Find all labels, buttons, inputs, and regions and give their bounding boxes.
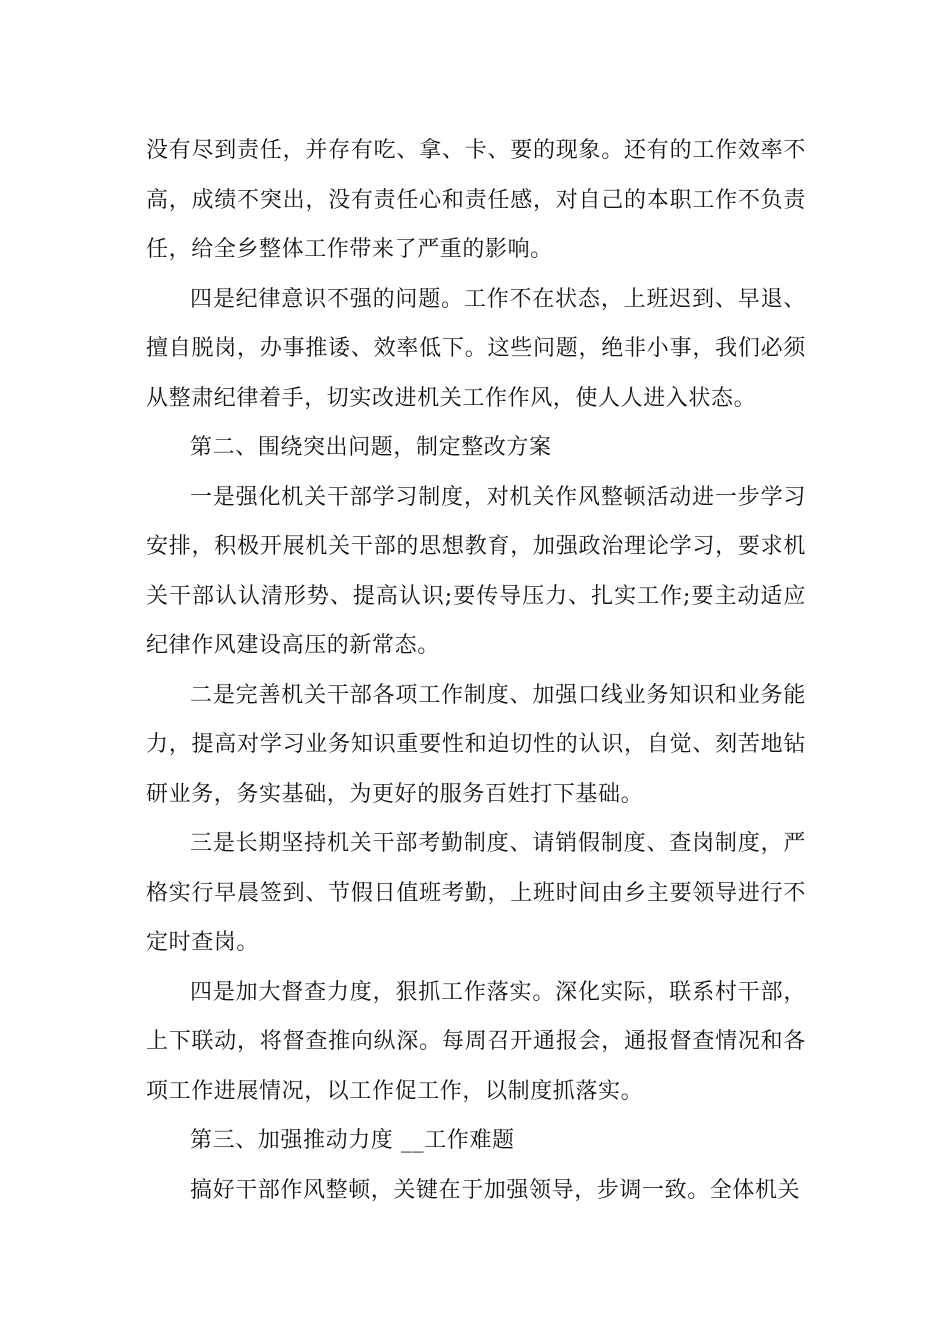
paragraph-continued: 没有尽到责任，并存有吃、拿、卡、要的现象。还有的工作效率不高，成绩不突出，没有责任心和责任感，对自己的本职工作不负责任，给全乡整体工作带来了严重的影响。: [146, 138, 806, 262]
paragraph-work-system: 二是完善机关干部各项工作制度、加强口线业务知识和业务能力，提高对学习业务知识重要性和迫切性的认识，自觉、刻苦地钻研业务，务实基础，为更好的服务百姓打下基础。: [146, 682, 806, 807]
paragraph-attendance-system: 三是长期坚持机关干部考勤制度、请销假制度、查岗制度，严格实行早晨签到、节假日值班考勤，上班时间由乡主要领导进行不定时查岗。: [146, 831, 806, 955]
paragraph-leadership: 搞好干部作风整顿，关键在于加强领导，步调一致。全体机关: [190, 1177, 801, 1203]
paragraph-study-system: 一是强化机关干部学习制度，对机关作风整顿活动进一步学习安排，积极开展机关干部的思想教育，加强政治理论学习，要求机关干部认认清形势、提高认识;要传导压力、扎实工作;要主动适应纪律作风建设高压的新常态。: [146, 484, 806, 658]
document-body: [146, 126, 806, 1215]
section-heading-2: 第二、围绕突出问题，制定整改方案: [190, 435, 552, 460]
section-heading-3: 第三、加强推动力度 __工作难题: [190, 1128, 515, 1153]
paragraph-supervision: 四是加大督查力度，狠抓工作落实。深化实际，联系村干部，上下联动，将督查推向纵深。每周召开通报会，通报督查情况和各项工作进展情况，以工作促工作，以制度抓落实。: [146, 979, 806, 1104]
paragraph-discipline-issue: 四是纪律意识不强的问题。工作不在状态，上班迟到、早退、擅自脱岗，办事推诿、效率低下。这些问题，绝非小事，我们必须从整肃纪律着手，切实改进机关工作作风，使人人进入状态。: [146, 286, 806, 411]
